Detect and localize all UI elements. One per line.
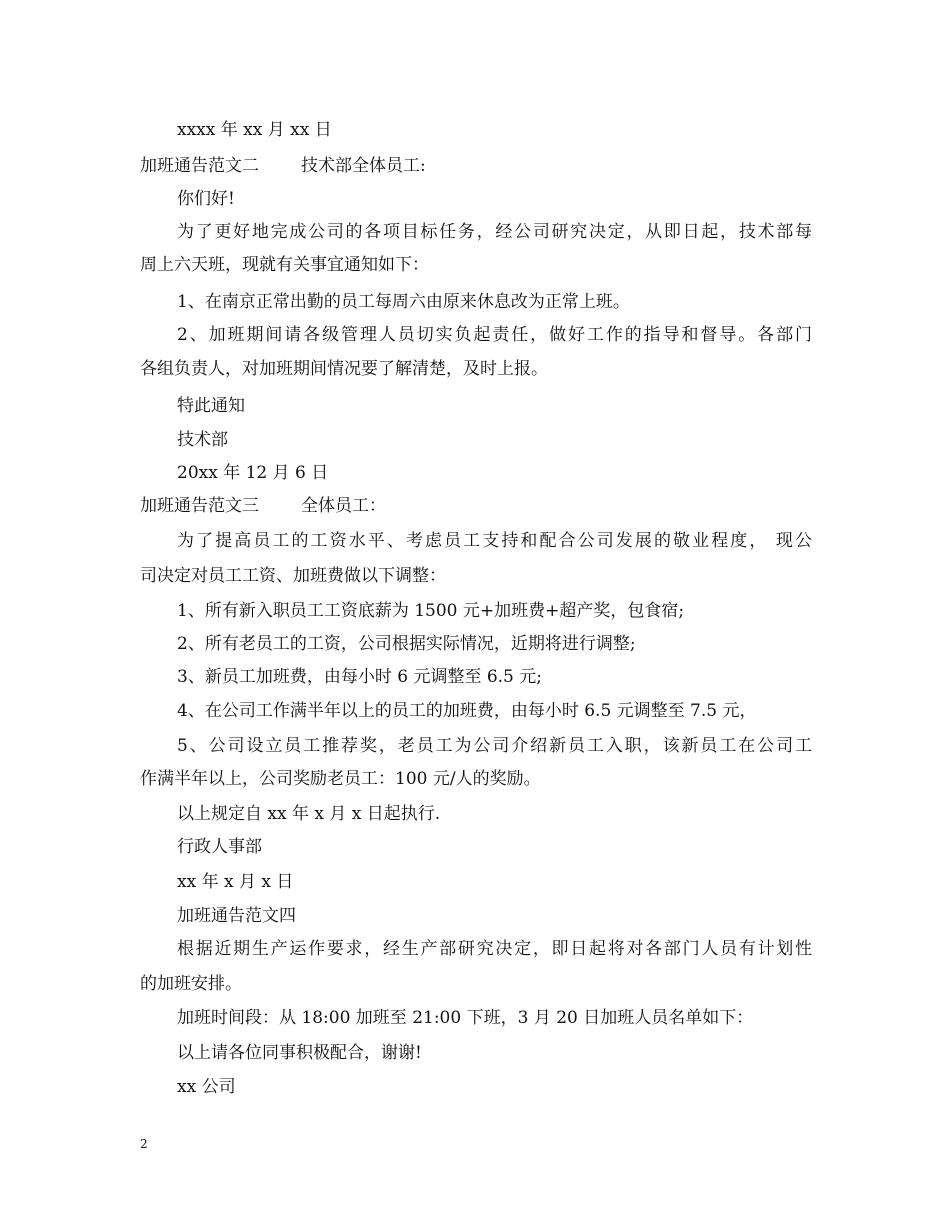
list-item: 2、所有老员工的工资，公司根据实际情况，近期将进行调整; xyxy=(177,634,636,654)
paragraph-line: 司决定对员工工资、加班费做以下调整： xyxy=(140,566,446,586)
paragraph-line: 以上规定自 xx 年 x 月 x 日起执行. xyxy=(177,804,441,824)
paragraph-line: 为了提高员工的工资水平、考虑员工支持和配合公司发展的敬业程度， 现公 xyxy=(177,531,812,551)
date-line: xxxx 年 xx 月 xx 日 xyxy=(177,120,332,140)
paragraph-line: 为了更好地完成公司的各项目标任务，经公司研究决定，从即日起，技术部每 xyxy=(177,222,812,242)
paragraph-line: 以上请各位同事积极配合，谢谢! xyxy=(177,1043,422,1063)
signature-date: 20xx 年 12 月 6 日 xyxy=(177,463,329,483)
paragraph-line: 各组负责人，对加班期间情况要了解清楚，及时上报。 xyxy=(140,359,548,379)
page-number: 2 xyxy=(140,1137,148,1151)
paragraph-line: 根据近期生产运作要求，经生产部研究决定，即日起将对各部门人员有计划性 xyxy=(177,939,812,959)
list-item: 4、在公司工作满半年以上的员工的加班费，由每小时 6.5 元调整至 7.5 元， xyxy=(177,701,757,721)
paragraph-line: 周上六天班，现就有关事宜通知如下： xyxy=(140,255,429,275)
paragraph-line: 作满半年以上，公司奖励老员工：100 元/人的奖励。 xyxy=(140,769,541,789)
addressee: 技术部全体员工: xyxy=(301,156,426,176)
signature-date: xx 年 x 月 x 日 xyxy=(177,872,294,892)
list-item: 2、加班期间请各级管理人员切实负起责任，做好工作的指导和督导。各部门 xyxy=(177,325,812,345)
signature-company: xx 公司 xyxy=(177,1077,236,1097)
addressee: 全体员工： xyxy=(301,496,386,516)
closing-line: 特此通知 xyxy=(177,396,245,416)
section-heading-2 xyxy=(140,155,812,177)
list-item: 1、在南京正常出勤的员工每周六由原来休息改为正常上班。 xyxy=(177,292,630,312)
section-title: 加班通告范文二 xyxy=(140,156,259,176)
paragraph-line: 的加班安排。 xyxy=(140,974,242,994)
list-item: 5、公司设立员工推荐奖，老员工为公司介绍新员工入职，该新员工在公司工 xyxy=(177,736,812,756)
section-heading-4: 加班通告范文四 xyxy=(177,906,296,926)
list-item: 3、新员工加班费，由每小时 6 元调整至 6.5 元; xyxy=(177,667,543,687)
paragraph-line: 加班时间段：从 18:00 加班至 21:00 下班，3 月 20 日加班人员名单如下： xyxy=(177,1008,754,1028)
signature-department: 行政人事部 xyxy=(177,837,262,857)
list-item: 1、所有新入职员工工资底薪为 1500 元+加班费+超产奖，包食宿; xyxy=(177,601,685,621)
signature-department: 技术部 xyxy=(177,430,228,450)
section-title: 加班通告范文三 xyxy=(140,496,259,516)
greeting: 你们好! xyxy=(177,189,235,209)
section-heading-3 xyxy=(140,495,812,517)
